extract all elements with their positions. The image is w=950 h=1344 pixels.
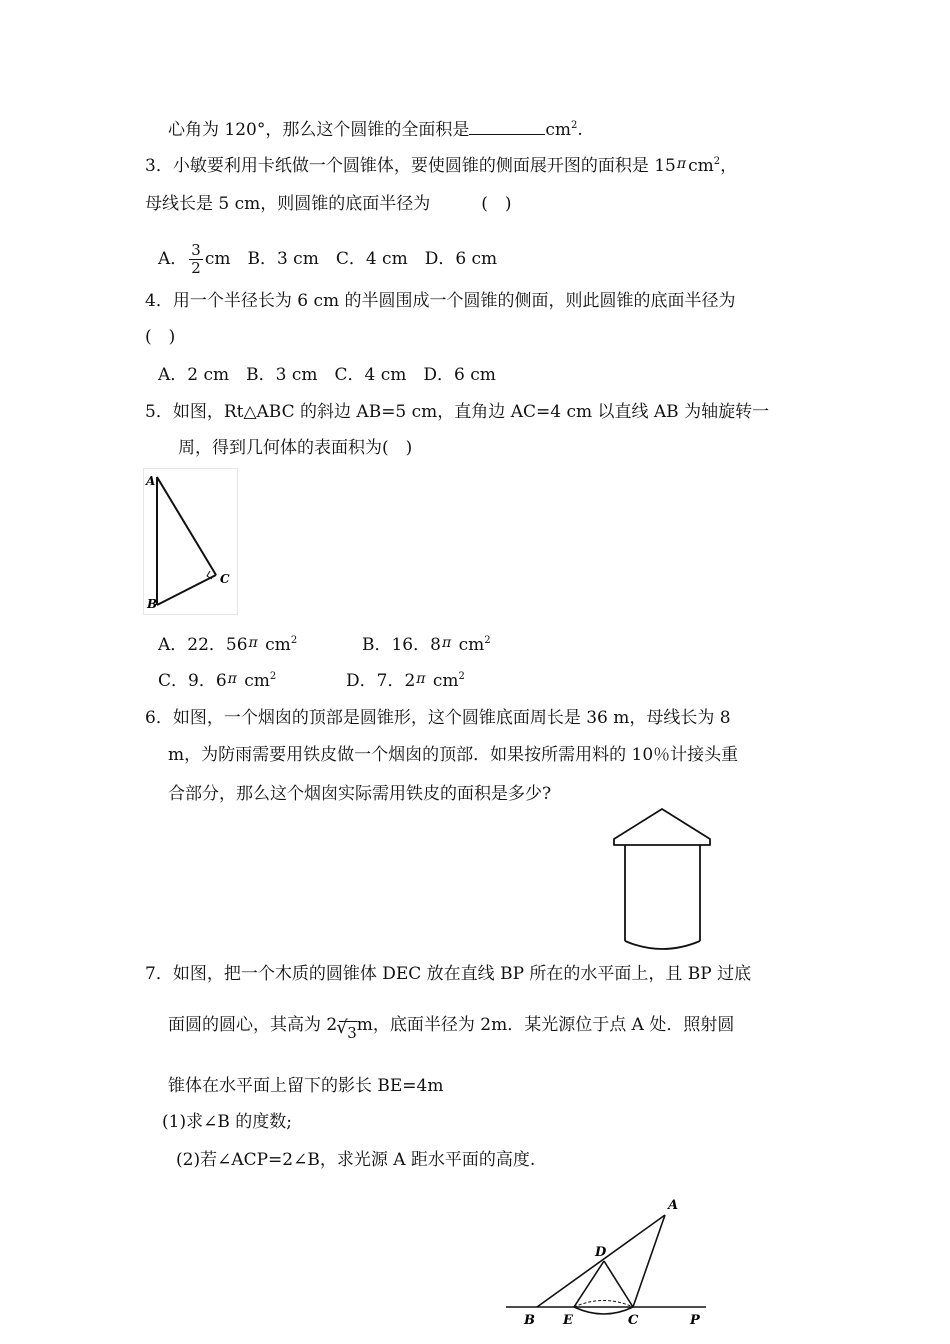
superscript: 2 <box>571 120 578 131</box>
q5-line1: 5．如图，Rt△ABC 的斜边 AB=5 cm，直角边 AC=4 cm 以直线 AB 为轴旋转一 <box>145 402 770 422</box>
superscript: 2 <box>458 671 465 682</box>
unit: cm <box>432 671 459 691</box>
option-c: C．9．6 <box>158 671 227 691</box>
label-c: C <box>628 1313 639 1328</box>
superscript: 2 <box>713 156 721 167</box>
unit: cm <box>688 156 714 176</box>
q6-line2: m，为防雨需要用铁皮做一个烟囱的顶部．如果按所需用料的 10％计接头重 <box>168 745 739 765</box>
q3-text: 3．小敏要利用卡纸做一个圆锥体，要使圆锥的侧面展开图的面积是 15 <box>145 156 676 176</box>
q2-continuation <box>168 118 583 141</box>
q6-line1: 6．如图，一个烟囱的顶部是圆锥形，这个圆锥底面周长是 36 m，母线长为 8 <box>145 708 731 728</box>
q5-option-c <box>158 670 276 693</box>
comma: ， <box>720 156 738 176</box>
unit: cm <box>265 635 291 655</box>
superscript: 2 <box>290 635 298 646</box>
q3-options-text: cm B．3 cm C．4 cm D．6 cm <box>204 249 498 269</box>
answer-blank[interactable] <box>469 118 545 135</box>
option-d: D．7．2 <box>346 671 416 691</box>
q5-line2: 周，得到几何体的表面积为( ) <box>178 438 413 458</box>
q5-option-a <box>158 634 297 657</box>
cylinder-bottom <box>625 941 700 949</box>
side-bc <box>157 575 216 605</box>
q4-line2: ( ) <box>145 327 176 347</box>
unit: cm <box>458 635 485 655</box>
superscript: 2 <box>484 635 491 646</box>
label-b: B <box>147 597 158 611</box>
option-b: B．16．8 <box>362 635 441 655</box>
label-d: D <box>595 1245 607 1260</box>
pi-symbol: π <box>676 156 687 172</box>
q7-line1: 7．如图，把一个木质的圆锥体 DEC 放在直线 BP 所在的水平面上，且 BP 过底 <box>145 964 752 984</box>
label-c: C <box>220 572 230 586</box>
pi-symbol: π <box>227 671 237 687</box>
unit: cm <box>545 120 572 140</box>
base-back-arc <box>574 1301 633 1308</box>
period: . <box>577 120 583 140</box>
label-b: B <box>524 1313 535 1328</box>
cone-top <box>614 809 710 845</box>
pi-symbol: π <box>416 671 426 687</box>
q6-line3: 合部分，那么这个烟囱实际需用铁皮的面积是多少? <box>168 784 552 804</box>
q7-line3: 锥体在水平面上留下的影长 BE=4m <box>168 1076 444 1096</box>
cone-shadow-figure <box>500 1190 720 1340</box>
numerator: 3 <box>191 241 201 259</box>
q4-options: A．2 cm B．3 cm C．4 cm D．6 cm <box>158 365 496 385</box>
q3-line1 <box>145 155 737 178</box>
q7-text: 面圆的圆心，其高为 2 <box>168 1015 338 1035</box>
pi-symbol: π <box>248 635 258 651</box>
q5-option-d <box>346 670 465 693</box>
line-de <box>574 1261 604 1307</box>
q3-options <box>158 242 497 277</box>
q4-line1: 4．用一个半径长为 6 cm 的半圆围成一个圆锥的侧面，则此圆锥的底面半径为 <box>145 291 736 311</box>
pi-symbol: π <box>441 635 452 651</box>
denominator: 2 <box>191 259 201 277</box>
option-a: A．22．56 <box>158 635 248 655</box>
fraction <box>189 242 203 277</box>
superscript: 2 <box>269 671 277 682</box>
option-a-label: A． <box>158 249 188 269</box>
triangle-figure <box>143 468 239 616</box>
q7-part2: (2)若∠ACP=2∠B，求光源 A 距水平面的高度. <box>176 1150 536 1170</box>
label-a: A <box>146 474 156 488</box>
q2-text: 心角为 120°，那么这个圆锥的全面积是 <box>168 120 470 140</box>
label-a: A <box>668 1198 679 1213</box>
line-dc <box>604 1261 633 1307</box>
q7-text-cont: m，底面半径为 2m．某光源位于点 A 处．照射圆 <box>356 1015 735 1035</box>
label-e: E <box>563 1313 573 1328</box>
q7-part1: (1)求∠B 的度数; <box>162 1112 292 1132</box>
line-ba <box>537 1215 665 1307</box>
side-ac <box>157 477 216 575</box>
line-ca <box>633 1215 665 1307</box>
chimney-figure <box>610 805 715 955</box>
label-p: P <box>690 1313 700 1328</box>
q5-option-b <box>362 634 491 657</box>
unit: cm <box>244 671 270 691</box>
sqrt: √ 3 <box>339 1021 357 1044</box>
q7-line2 <box>168 1013 735 1042</box>
base-front-arc <box>574 1307 633 1314</box>
q3-line2: 母线长是 5 cm，则圆锥的底面半径为 ( ) <box>145 194 512 214</box>
